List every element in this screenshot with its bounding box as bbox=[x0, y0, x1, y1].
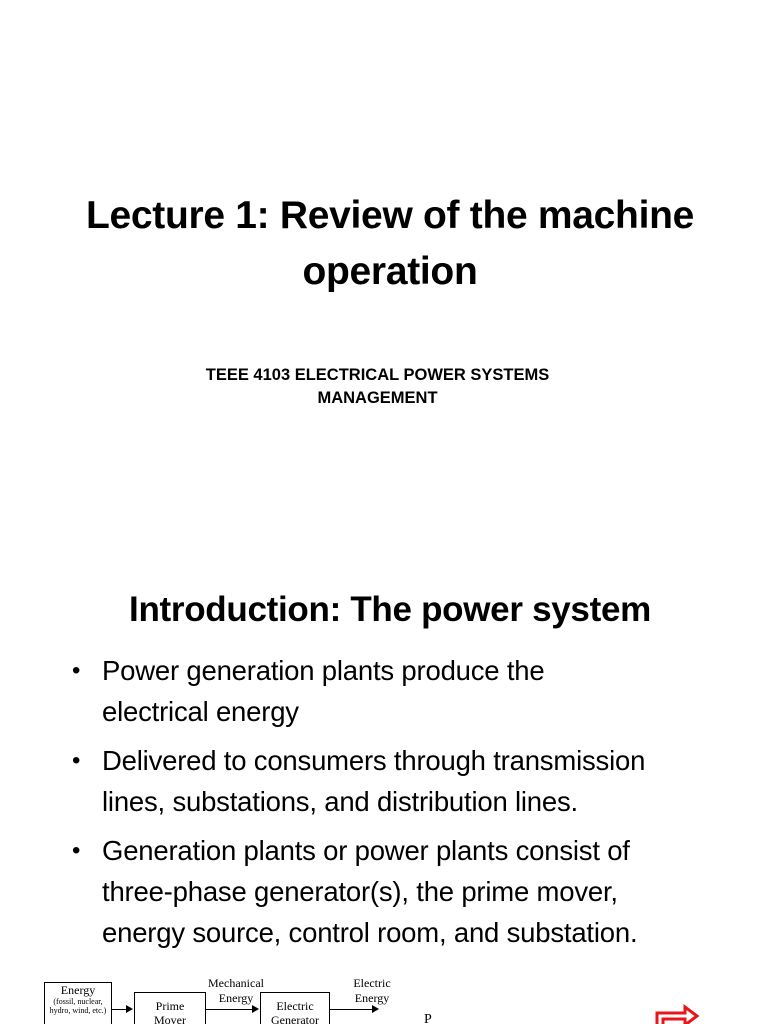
course-subtitle bbox=[150, 364, 605, 410]
electric-generator-box bbox=[260, 992, 330, 1024]
bullet-line: Delivered to consumers through transmission bbox=[102, 745, 646, 776]
electric-energy-label bbox=[342, 976, 402, 1006]
bullet-line: energy source, control room, and substation. bbox=[102, 917, 638, 948]
bullet-line: Generation plants or power plants consist of bbox=[102, 835, 630, 866]
mechanical-energy-label-1: Mechanical bbox=[208, 976, 264, 990]
energy-source-sub2: hydro, wind, etc.) bbox=[49, 1006, 107, 1015]
energy-source-box bbox=[44, 982, 112, 1024]
bullet-item bbox=[70, 740, 760, 822]
connector-line bbox=[111, 1009, 127, 1010]
prime-mover-label-1: Prime bbox=[155, 999, 185, 1013]
bullet-line: electrical energy bbox=[102, 696, 299, 727]
prime-mover-box bbox=[134, 992, 206, 1024]
arrow-icon bbox=[126, 1005, 133, 1013]
red-arrow-path bbox=[657, 1007, 697, 1024]
prime-mover-label-2: Mover bbox=[154, 1013, 186, 1024]
arrow-icon bbox=[252, 1005, 259, 1013]
bullet-line: lines, substations, and distribution lines. bbox=[102, 786, 578, 817]
bullet-item bbox=[70, 830, 760, 953]
course-subtitle-line1: TEEE 4103 ELECTRICAL POWER SYSTEMS bbox=[205, 366, 550, 384]
bullet-dot: • bbox=[72, 837, 81, 864]
intro-title: Introduction: The power system bbox=[129, 590, 651, 629]
energy-source-sub1: (fossil, nuclear, bbox=[53, 997, 103, 1006]
arrow-icon bbox=[372, 1005, 379, 1013]
connector-line bbox=[329, 1009, 373, 1010]
power-flow-diagram bbox=[44, 972, 424, 1024]
lecture-title-line2: operation bbox=[302, 250, 478, 293]
electric-energy-label-2: Energy bbox=[354, 991, 390, 1005]
electric-energy-label-1: Electric bbox=[353, 976, 391, 990]
course-subtitle-line2: MANAGEMENT bbox=[317, 389, 438, 407]
lecture-title bbox=[40, 188, 740, 300]
energy-source-label: Energy bbox=[60, 983, 96, 997]
connector-line bbox=[205, 1009, 253, 1010]
bullet-dot: • bbox=[72, 657, 81, 684]
mechanical-energy-label bbox=[204, 976, 268, 1006]
bullet-item bbox=[70, 650, 760, 732]
bullet-line: Power generation plants produce the bbox=[102, 655, 545, 686]
bullet-dot: • bbox=[72, 747, 81, 774]
generator-label-1: Electric bbox=[276, 999, 314, 1013]
lecture-title-line1: Lecture 1: Review of the machine bbox=[85, 194, 695, 237]
red-arrow-icon bbox=[655, 1003, 699, 1024]
generator-label-2: Generator bbox=[271, 1013, 319, 1024]
bullet-list bbox=[70, 650, 760, 961]
partial-text: P bbox=[424, 1012, 432, 1024]
mechanical-energy-label-2: Energy bbox=[218, 991, 254, 1005]
bullet-line: three-phase generator(s), the prime mover, bbox=[102, 876, 618, 907]
